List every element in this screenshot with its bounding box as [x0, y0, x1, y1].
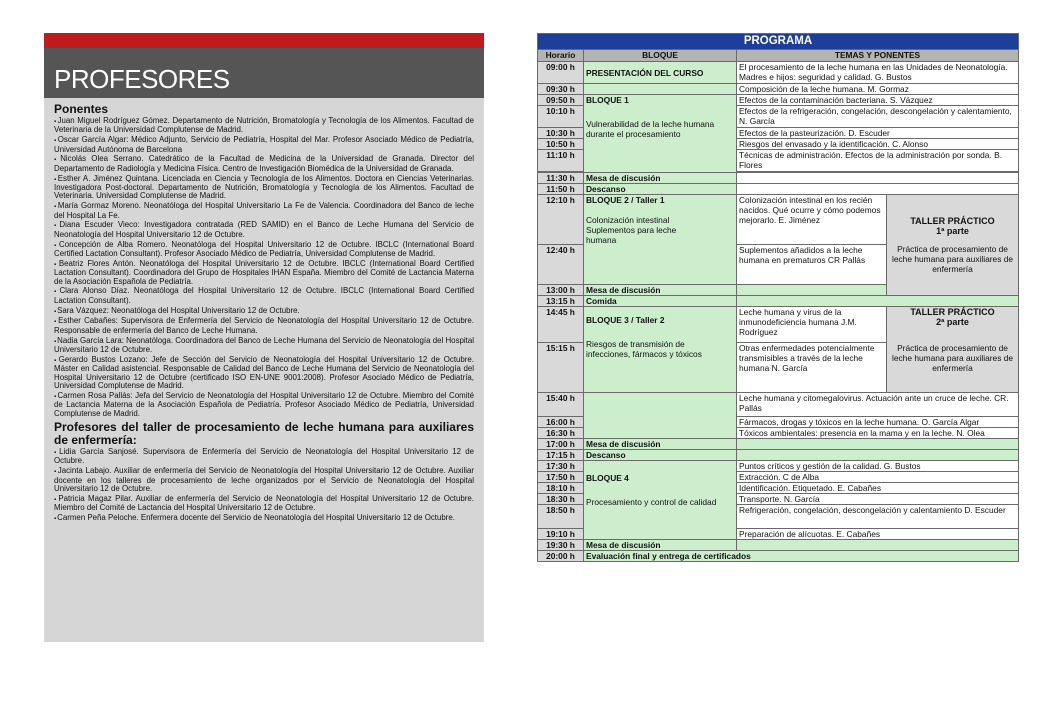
bullet-icon: ▪ [54, 516, 57, 523]
blank-cell [737, 296, 1019, 307]
ponente-text: Oscar García Algar: Médico Adjunto, Servicio de Pediatría, Hospital del Mar. Profesor Asociado Médico de Pediatría, Universidad Autónoma de Barcelona [54, 135, 474, 154]
tema-cell: Suplementos añadidos a la leche humana en prematuros CR Pallás [737, 245, 887, 285]
panel-title: PROFESORES [54, 64, 230, 94]
presentacion-title: PRESENTACIÓN DEL CURSO [586, 67, 704, 78]
ponente-text: Esther Cabañes: Supervisora de Enfermería del Servicio de Neonatología del Hospital Universitario 12 de Octubre. Responsable de enfermería del Banco de Leche Humana. [54, 316, 474, 335]
taller1-part: 1ª parte [936, 226, 969, 236]
mesa-discusion-cell: Mesa de discusión [584, 439, 737, 450]
ponente-item [54, 202, 474, 220]
ponente-text: Sara Vázquez: Neonatóloga del Hospital Universitario 12 de Octubre. [57, 305, 300, 315]
profesor-taller-item [54, 514, 474, 523]
comida-cell: Comida [584, 296, 737, 307]
bloque1-cell [584, 95, 737, 173]
bloque1-desc: Vulnerabilidad de la leche humana durante el procesamiento [586, 119, 715, 139]
bullet-icon: ▪ [54, 119, 57, 125]
profesor-taller-text: Lidia García Sanjosé. Supervisora de Enfermería del Servicio de Neonatología del Hospital Universitario 12 de Octubre. [54, 447, 474, 466]
taller-heading: Profesores del taller de procesamiento de leche humana para auxiliares de enfermería: [54, 420, 474, 448]
tema-cell: Extracción. C de Alba [737, 472, 1019, 483]
tema-cell: Preparación de alícuotas. E. Cabañes [737, 529, 1019, 540]
time-cell: 12:40 h [538, 245, 584, 285]
bloque2-title: BLOQUE 2 / Taller 1 [586, 195, 665, 205]
tema-cell: Fármacos, drogas y tóxicos en la leche humana. O. García Algar [737, 417, 1019, 428]
tema-cell: Transporte. N. García [737, 494, 1019, 505]
ponente-item [54, 136, 474, 154]
tema-cell: Refrigeración, congelación, descongelación y calentamiento D. Escuder [737, 505, 1019, 529]
time-cell: 18:10 h [538, 483, 584, 494]
ponente-item [54, 317, 474, 335]
time-cell: 17:50 h [538, 472, 584, 483]
mesa-discusion-cell: Mesa de discusión [584, 285, 737, 296]
ponente-text: Juan Miguel Rodríguez Gómez. Departamento de Nutrición, Bromatología y Tecnología de los Alimentos. Facultad de Veterinaria de la Universidad Complutense de Madrid. [54, 116, 474, 135]
header-bloque: BLOQUE [584, 50, 737, 62]
time-cell: 18:50 h [538, 505, 584, 529]
time-cell: 10:10 h [538, 106, 584, 128]
ponente-item [54, 117, 474, 135]
bloque2-cell [584, 195, 737, 285]
tema-cell: Leche humana y citomegalovirus. Actuación ante un cruce de leche. CR. Pallás [737, 393, 1019, 417]
ponente-text: Gerardo Bustos Lozano: Jefe de Sección del Servicio de Neonatología del Hospital Universitario 12 de Octubre. Máster en Calidad asistencial. Responsable de Calidad del Banco de Leche Humana del Servicio de Neonatología del Hospital Universitario 12 de Octubre (certificado ISO EN-UNE 9001:2008). Profesor Asociado Médico de Pediatría, Universidad Complutense de Madrid. [54, 354, 474, 391]
ponente-item [54, 392, 474, 418]
mesa-discusion-cell: Mesa de discusión [584, 173, 737, 184]
taller1-cell [887, 195, 1019, 296]
taller2-desc: Práctica de procesamiento de leche humana para auxiliares de enfermería [891, 343, 1014, 373]
ponente-text: Nicolás Olea Serrano. Catedrático de la Facultad de Medicina de la Universidad de Granada. Director del Departamento de Radiología y Medicina Física. Centro de Investigación Biomédica de la Universidad de Granada. [54, 154, 474, 173]
time-cell: 10:50 h [538, 139, 584, 150]
time-cell: 15:40 h [538, 393, 584, 417]
tema-cell: Técnicas de administración. Efectos de la administración por sonda. B. Flores [737, 150, 1019, 172]
profesor-taller-item [54, 448, 474, 466]
time-cell: 19:30 h [538, 540, 584, 551]
time-cell: 15:15 h [538, 343, 584, 393]
taller1-title: TALLER PRÁCTICO [910, 216, 995, 226]
ponente-text: Clara Alonso Díaz. Neonatóloga del Hospital Universitario 12 de Octubre. IBCLC (International Board Certified Lactation Consultant). [54, 286, 474, 305]
bullet-icon: ▪ [54, 393, 57, 400]
tema-cell: Efectos de la refrigeración, congelación, descongelación y calentamiento, N. García [737, 106, 1019, 128]
tema-cell: Otras enfermedades potencialmente transmisibles a través de la leche humana N. García [737, 343, 887, 393]
taller1-desc: Práctica de procesamiento de leche humana para auxiliares de enfermería [891, 244, 1014, 274]
descanso-cell: Descanso [584, 184, 737, 195]
bloque4-desc: Procesamiento y control de calidad [586, 497, 717, 507]
bullet-icon: ▪ [54, 138, 57, 145]
time-cell: 13:15 h [538, 296, 584, 307]
time-cell: 13:00 h [538, 285, 584, 296]
blank-cell [737, 184, 1019, 195]
tema-cell: Puntos críticos y gestión de la calidad. G. Bustos [737, 461, 1019, 472]
profesor-taller-text: Jacinta Labajo. Auxiliar de enfermería del Servicio de Neonatología del Hospital Universitario 12 de Octubre. Auxiliar docente en los talleres de procesamiento de leche organizados por el Servicio de Neonatología del Hospital Universitario 12 de Octubre. [54, 466, 474, 494]
ponente-item [54, 155, 474, 173]
programa-title: PROGRAMA [538, 34, 1019, 50]
tema-cell: Tóxicos ambientales: presencia en la mama y en la leche. N. Olea [737, 428, 1019, 439]
time-cell: 11:30 h [538, 173, 584, 184]
bullet-icon: ▪ [54, 261, 58, 268]
bloque4-title: BLOQUE 4 [586, 473, 629, 483]
tema-cell: El procesamiento de la leche humana en las Unidades de Neonatología. Madres e hijos: seguridad y calidad. G. Bustos [737, 62, 1019, 84]
time-cell: 19:10 h [538, 529, 584, 540]
bullet-icon: ▪ [54, 496, 58, 503]
time-cell: 10:30 h [538, 128, 584, 139]
bullet-icon: ▪ [54, 308, 57, 315]
tema-cell: Riesgos del envasado y la identificación. C. Alonso [737, 139, 1019, 150]
evaluacion-final-cell: Evaluación final y entrega de certificados [584, 551, 1019, 562]
tema-cell: Leche humana y virus de la inmunodeficiencia humana J.M. Rodríguez [737, 307, 887, 343]
ponente-item [54, 260, 474, 286]
bullet-icon: ▪ [54, 176, 57, 183]
ponente-item [54, 307, 474, 316]
ponente-item [54, 241, 474, 259]
bloque1-title: BLOQUE 1 [586, 95, 629, 105]
tema-cell: Efectos de la pasteurización. D. Escuder [737, 128, 1019, 139]
blank-cell [737, 439, 1019, 450]
time-cell: 16:30 h [538, 428, 584, 439]
blank-cell [584, 84, 737, 95]
taller2-cell [887, 307, 1019, 393]
bloque3-cell [584, 307, 737, 393]
time-cell: 17:30 h [538, 461, 584, 472]
programa-table [537, 33, 1019, 562]
ponente-text: María Gormaz Moreno. Neonatóloga del Hospital Universitario La Fe de Valencia. Coordinadora del Banco de leche del Hospital La Fe. [54, 201, 474, 220]
tema-cell: Composición de la leche humana. M. Gormaz [737, 84, 1019, 95]
descanso-cell: Descanso [584, 450, 737, 461]
profesor-taller-item [54, 495, 474, 513]
ponente-item [54, 221, 474, 239]
profesor-taller-text: Patricia Magaz Pilar. Auxiliar de enfermería del Servicio de Neonatología del Hospital Universitario 12 de Octubre. Miembro del Comité de Lactancia del Hospital Universitario 12 de Octubre. [54, 493, 474, 513]
ponente-item [54, 356, 474, 391]
blank-cell [584, 393, 737, 439]
bullet-icon: ▪ [54, 289, 59, 296]
time-cell: 17:00 h [538, 439, 584, 450]
time-cell: 20:00 h [538, 551, 584, 562]
bullet-icon: ▪ [54, 469, 57, 476]
ponente-item [54, 175, 474, 201]
time-cell: 09:50 h [538, 95, 584, 106]
taller-profesores-list [54, 448, 474, 523]
bullet-icon: ▪ [54, 223, 59, 230]
bullet-icon: ▪ [54, 450, 59, 457]
time-cell: 11:50 h [538, 184, 584, 195]
ponente-item [54, 287, 474, 305]
title-bar [44, 48, 484, 98]
bullet-icon: ▪ [54, 357, 58, 364]
time-cell: 14:45 h [538, 307, 584, 343]
ponente-text: Esther A. Jiménez Quintana. Licenciada en Ciencia y Tecnología de los Alimentos. Doctora en Ciencias Veterinarias. Investigadora Post-doctoral. Departamento de Nutrición, Bromatología y Tecnología de los Alimentos. Facultad de Veterinaria. Universidad Complutense de Madrid. [54, 173, 474, 201]
bullet-icon: ▪ [54, 204, 57, 211]
blank-cell [737, 173, 1019, 184]
time-cell: 17:15 h [538, 450, 584, 461]
tema-cell: Identificación. Etiquetado. E. Cabañes [737, 483, 1019, 494]
blank-cell [737, 540, 1019, 551]
taller2-part: 2ª parte [936, 317, 969, 327]
red-accent-bar [44, 33, 484, 48]
bullet-icon: ▪ [54, 242, 59, 249]
time-cell: 11:10 h [538, 150, 584, 172]
ponente-text: Beatriz Flores Antón. Neonatóloga del Hospital Universitario 12 de Octubre. IBCLC (International Board Certified Lactation Consultant). Coordinadora del Grupo de Hospitales IHAN España. Miembro del Comité de Lactancia Materna de la Asociación Española de Pediatría. [54, 258, 474, 286]
blank-cell [737, 450, 1019, 461]
time-cell: 18:30 h [538, 494, 584, 505]
panel-body [44, 98, 484, 524]
bullet-icon: ▪ [54, 338, 57, 345]
time-cell: 16:00 h [538, 417, 584, 428]
profesores-panel [44, 33, 484, 642]
bloque2-desc: Colonización intestinal Suplementos para leche humana [586, 215, 677, 245]
time-cell: 12:10 h [538, 195, 584, 245]
presentacion-cell [584, 62, 737, 84]
profesor-taller-item [54, 467, 474, 493]
blank-cell [737, 285, 887, 296]
taller2-title: TALLER PRÁCTICO [910, 307, 995, 317]
ponente-text: Nadia García Lara: Neonatóloga. Coordinadora del Banco de Leche Humana del Servicio de Neonatología del Hospital Universitario 12 de Octubre. [54, 335, 474, 355]
time-cell: 09:00 h [538, 62, 584, 84]
tema-cell: Colonización intestinal en los recién nacidos. Qué ocurre y cómo podemos mejorarlo. E. Jiménez [737, 195, 887, 245]
ponente-text: Concepción de Alba Romero. Neonatóloga del Hospital Universitario 12 de Octubre. IBCLC (International Board Certified Lactation Consultant). Profesor Asociado Médico de Pediatría, Universidad Complutense de Madrid. [54, 239, 474, 259]
mesa-discusion-cell: Mesa de discusión [584, 540, 737, 551]
bloque4-cell [584, 461, 737, 540]
bloque3-title: BLOQUE 3 / Taller 2 [586, 315, 665, 325]
time-cell: 09:30 h [538, 84, 584, 95]
ponentes-list [54, 117, 474, 418]
ponente-item [54, 337, 474, 355]
tema-cell: Efectos de la contaminación bacteriana. S. Vázquez [737, 95, 1019, 106]
ponente-text: Carmen Rosa Pallás: Jefa del Servicio de Neonatología del Hospital Universitario 12 de Octubre. Miembro del Comité de Lactancia Materna de la Asociación Española de Pediatría. Profesor Asociado Médico de Pediatría, Universidad Complutense de Madrid. [54, 390, 474, 418]
header-temas: TEMAS Y PONENTES [737, 50, 1019, 62]
ponente-text: Diana Escuder Vieco: Investigadora contratada (RED SAMID) en el Banco de Leche Humana del Servicio de Neonatología del Hospital Universitario 12 de Octubre. [54, 220, 474, 239]
header-horario: Horario [538, 50, 584, 62]
profesor-taller-text: Carmen Peña Peloche. Enfermera docente del Servicio de Neonatología del Hospital Universitario 12 de Octubre. [57, 513, 455, 523]
ponentes-heading: Ponentes [54, 102, 109, 116]
bloque3-desc: Riesgos de transmisión de infecciones, fármacos y tóxicos [586, 339, 702, 359]
bullet-icon: ▪ [54, 319, 58, 326]
bullet-icon: ▪ [54, 157, 60, 164]
